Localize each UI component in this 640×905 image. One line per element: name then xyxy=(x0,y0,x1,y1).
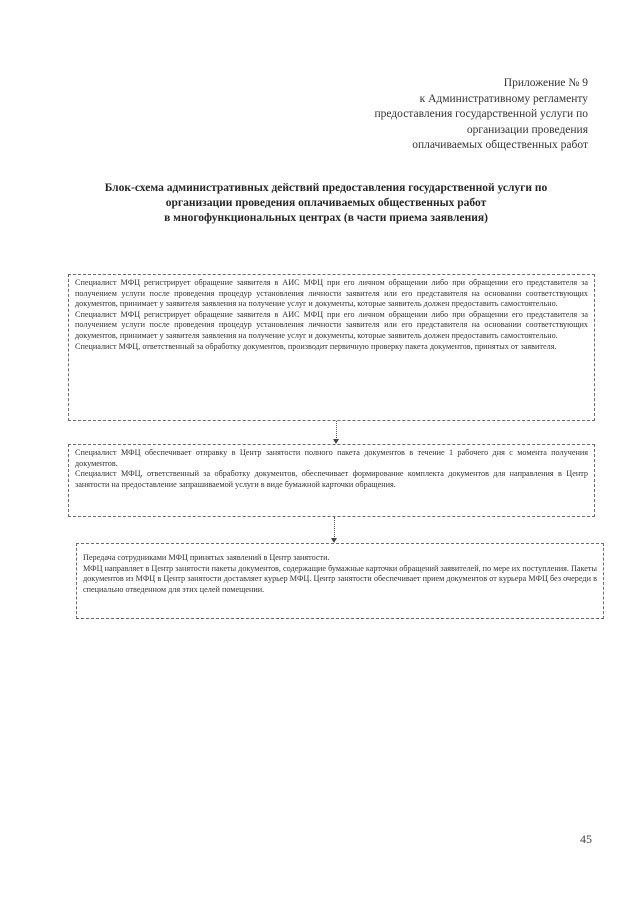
title-line: организации проведения оплачиваемых общественных работ xyxy=(165,197,487,209)
step-paragraph: Специалист МФЦ, ответственный за обработку документов, обеспечивает формирование комплекта документов для направления в Центр занятости на предоставление запрашиваемой услуги в виде бумажной карточки обращения. xyxy=(75,469,588,489)
flow-step-registration xyxy=(68,274,595,421)
step-paragraph: Специалист МФЦ регистрирует обращение заявителя в АИС МФЦ при его личном обращении либо при обращении его представителя за получением услуги после проведения процедур установления личности заявителя или его представителя на основании соответствующих документов, принимает у заявителя заявления на получение услуг и документы, которые заявитель должен предоставить самостоятельно. xyxy=(75,278,588,309)
appendix-line: предоставления государственной услуги по xyxy=(374,108,588,120)
step-paragraph: Передача сотрудниками МФЦ принятых заявлений в Центр занятости. xyxy=(83,553,330,562)
document-title xyxy=(60,181,592,226)
flow-arrow-down xyxy=(336,421,337,442)
flow-step-transfer xyxy=(76,543,604,619)
flow-step-dispatch xyxy=(68,444,595,517)
appendix-line: организации проведения xyxy=(466,123,588,136)
title-line: в многофункциональных центрах (в части приема заявления) xyxy=(164,212,488,224)
title-line: Блок-схема административных действий предоставления государственной услуги по xyxy=(104,182,548,194)
appendix-line: Приложение № 9 xyxy=(503,77,588,89)
step-paragraph: Специалист МФЦ, ответственный за обработку документов, производит первичную проверку пакета документов, принятых от заявителя. xyxy=(75,341,557,351)
flow-arrow-down xyxy=(334,517,335,541)
page-number: 45 xyxy=(580,832,592,846)
appendix-line: оплачиваемых общественных работ xyxy=(412,139,588,151)
appendix-header xyxy=(374,76,588,154)
step-paragraph: Специалист МФЦ регистрирует обращение заявителя в АИС МФЦ при его личном обращении либо при обращении его представителя за получением услуги после проведения процедур установления личности заявителя или его представителя на основании соответствующих документов, принимает у заявителя заявления на получение услуг и документы, которые заявитель должен предоставить самостоятельно. xyxy=(75,309,588,340)
step-paragraph: Специалист МФЦ обеспечивает отправку в Центр занятости полного пакета документов в течение 1 рабочего дня с момента получения документов. xyxy=(75,448,588,468)
appendix-line: к Административному регламенту xyxy=(419,92,588,105)
step-paragraph: МФЦ направляет в Центр занятости пакеты документов, содержащие бумажные карточки обращений заявителей, по мере их поступления. Пакеты документов из МФЦ в Центр занятости доставляет курьер МФЦ. Центр занятости обеспечивает прием документов от курьера МФЦ без очереди в специально отведенном для этих целей помещении. xyxy=(83,563,597,594)
